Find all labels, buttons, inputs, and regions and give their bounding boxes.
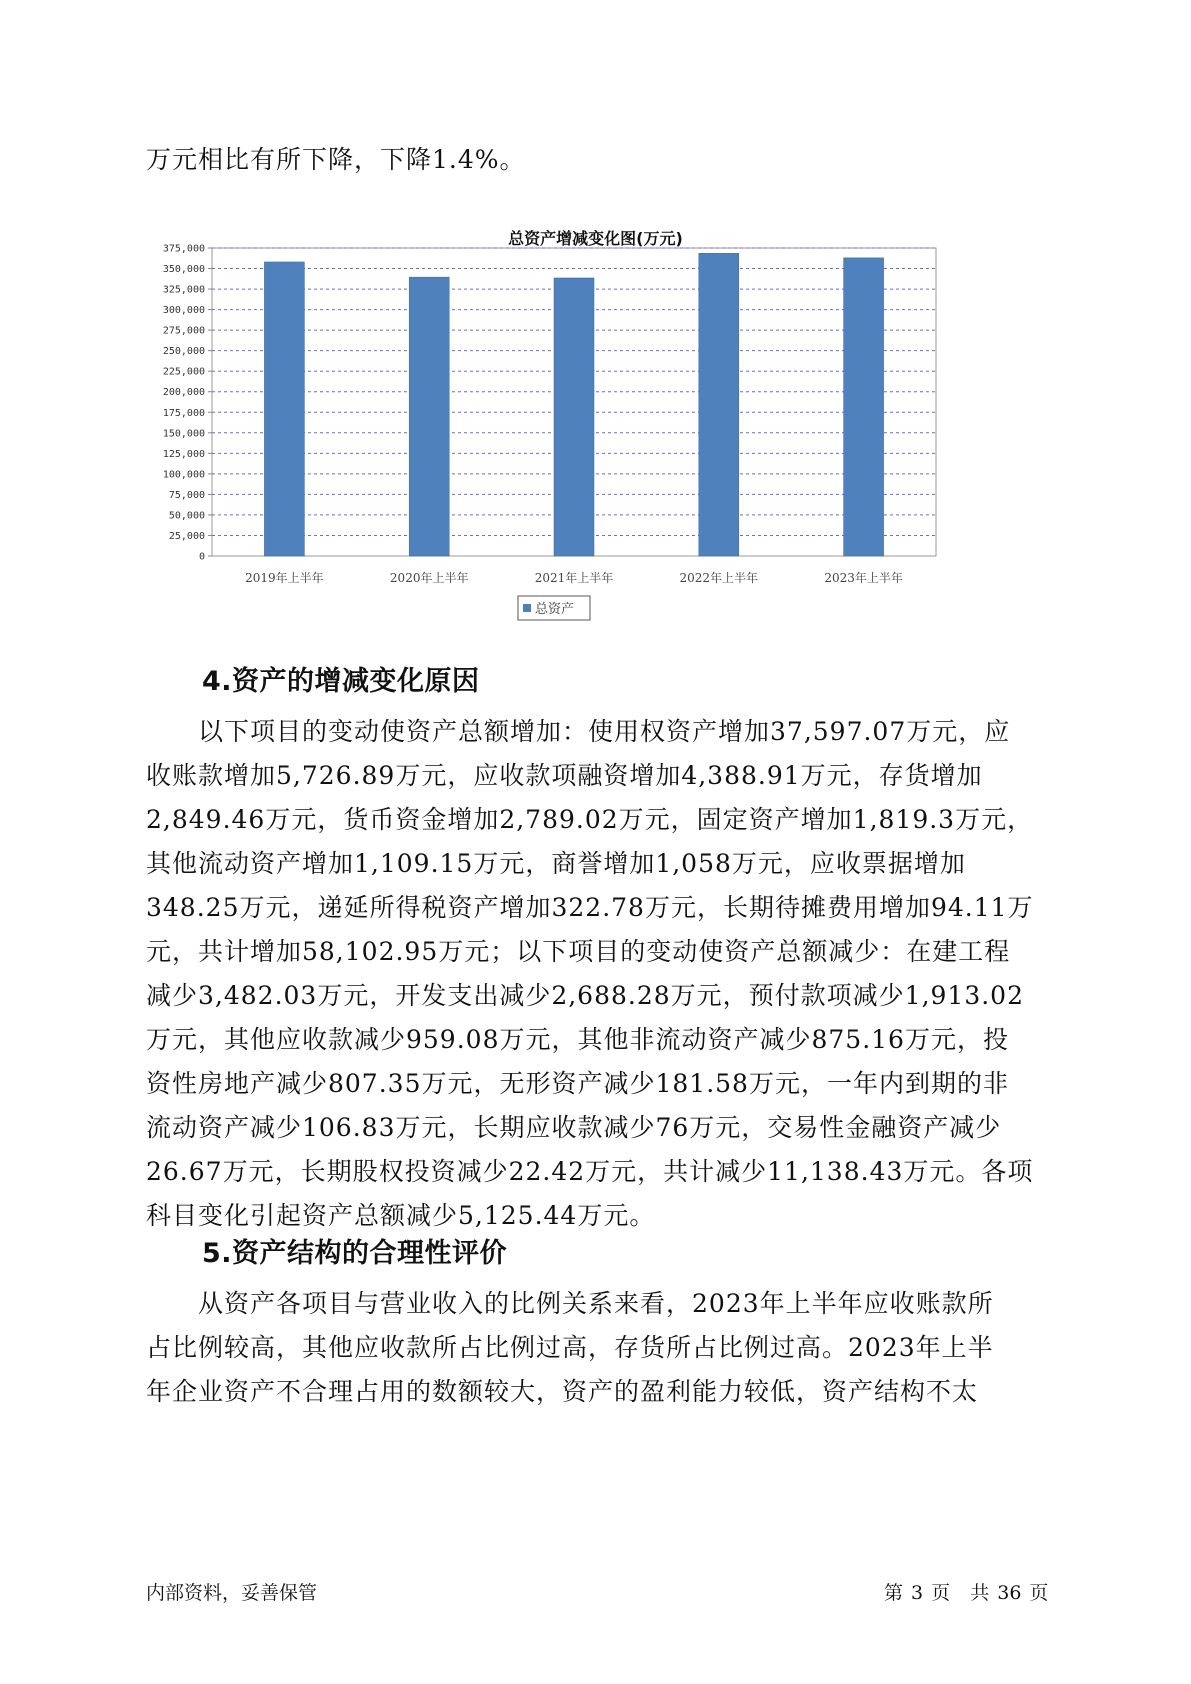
section-5-heading: 5.资产结构的合理性评价 <box>202 1238 508 1269</box>
page-current: 3 <box>911 1582 924 1604</box>
legend-label: 总资产 <box>535 602 575 617</box>
y-axis-ticks <box>163 244 212 563</box>
y-tick-label: 200,000 <box>162 387 205 399</box>
text-line: 从资产各项目与营业收入的比例关系来看，2023年上半年应收账款所 <box>146 1289 994 1318</box>
legend-swatch <box>523 604 531 612</box>
x-tick-label: 2020年上半年 <box>389 571 469 585</box>
text-line: 26.67万元，长期股权投资减少22.42万元，共计减少11,138.43万元。各项 <box>146 1157 1034 1186</box>
text-line: 万元相比有所下降，下降1.4%。 <box>146 145 526 174</box>
y-tick-label: 375,000 <box>162 243 205 255</box>
bar <box>554 278 594 556</box>
page-prefix: 第 <box>884 1582 904 1604</box>
total-unit: 页 <box>1029 1582 1049 1604</box>
x-tick-label: 2022年上半年 <box>679 571 759 585</box>
text-line: 万元，其他应收款减少959.08万元，其他非流动资产减少875.16万元，投 <box>146 1025 1009 1054</box>
text-line: 科目变化引起资产总额减少5,125.44万元。 <box>146 1201 656 1230</box>
y-tick-label: 125,000 <box>162 448 205 460</box>
y-tick-label: 0 <box>198 551 205 563</box>
bar <box>264 262 304 556</box>
y-tick-label: 300,000 <box>162 305 205 317</box>
chart-legend <box>518 596 590 620</box>
text-line: 348.25万元，递延所得税资产增加322.78万元，长期待摊费用增加94.11万 <box>146 893 1034 922</box>
text-line: 占比例较高，其他应收款所占比例过高，存货所占比例过高。2023年上半 <box>146 1333 994 1362</box>
y-tick-label: 25,000 <box>168 530 205 542</box>
y-tick-label: 175,000 <box>162 407 205 419</box>
x-axis-ticks <box>245 570 903 585</box>
y-tick-label: 225,000 <box>162 366 205 378</box>
x-tick-label: 2021年上半年 <box>534 571 614 585</box>
page-total: 36 <box>997 1582 1022 1604</box>
x-tick-label: 2023年上半年 <box>824 571 903 585</box>
text-line: 资性房地产减少807.35万元，无形资产减少181.58万元，一年内到期的非 <box>146 1069 1009 1098</box>
y-tick-label: 100,000 <box>162 469 205 481</box>
section-4-heading: 4.资产的增减变化原因 <box>202 666 480 697</box>
total-prefix: 共 <box>970 1582 990 1604</box>
text-line: 以下项目的变动使资产总额增加：使用权资产增加37,597.07万元，应 <box>146 717 1011 746</box>
section-5-body <box>146 1282 1052 1414</box>
y-tick-label: 275,000 <box>162 325 205 337</box>
text-line: 2,849.46万元，货币资金增加2,789.02万元，固定资产增加1,819.3万元， <box>146 805 1034 834</box>
chart-title: 总资产增减变化图(万元) <box>508 229 683 248</box>
text-line: 收账款增加5,726.89万元，应收款项融资增加4,388.91万元，存货增加 <box>146 761 983 790</box>
y-tick-label: 250,000 <box>162 346 205 358</box>
section-4-body <box>146 710 1052 1238</box>
x-tick-label: 2019年上半年 <box>245 571 324 585</box>
text-line: 其他流动资产增加1,109.15万元，商誉增加1,058万元，应收票据增加 <box>146 849 966 878</box>
text-line: 减少3,482.03万元，开发支出减少2,688.28万元，预付款项减少1,913.02 <box>146 981 1024 1010</box>
y-tick-label: 350,000 <box>162 264 205 276</box>
bar <box>409 277 449 556</box>
bar <box>844 258 884 556</box>
text-line: 元，共计增加58,102.95万元；以下项目的变动使资产总额减少：在建工程 <box>146 937 1011 966</box>
y-tick-label: 75,000 <box>168 489 205 501</box>
footer-confidential-note: 内部资料，妥善保管 <box>146 1582 318 1604</box>
text-line: 年企业资产不合理占用的数额较大，资产的盈利能力较低，资产结构不太 <box>146 1377 979 1406</box>
bar <box>699 253 739 556</box>
text-line: 流动资产减少106.83万元，长期应收款减少76万元，交易性金融资产减少 <box>146 1113 1002 1142</box>
y-tick-label: 325,000 <box>162 284 205 296</box>
footer-page-number <box>880 1578 1052 1608</box>
y-tick-label: 50,000 <box>168 510 205 522</box>
y-tick-label: 150,000 <box>162 428 205 440</box>
page-unit: 页 <box>931 1582 951 1604</box>
asset-bar-chart <box>0 0 1191 640</box>
